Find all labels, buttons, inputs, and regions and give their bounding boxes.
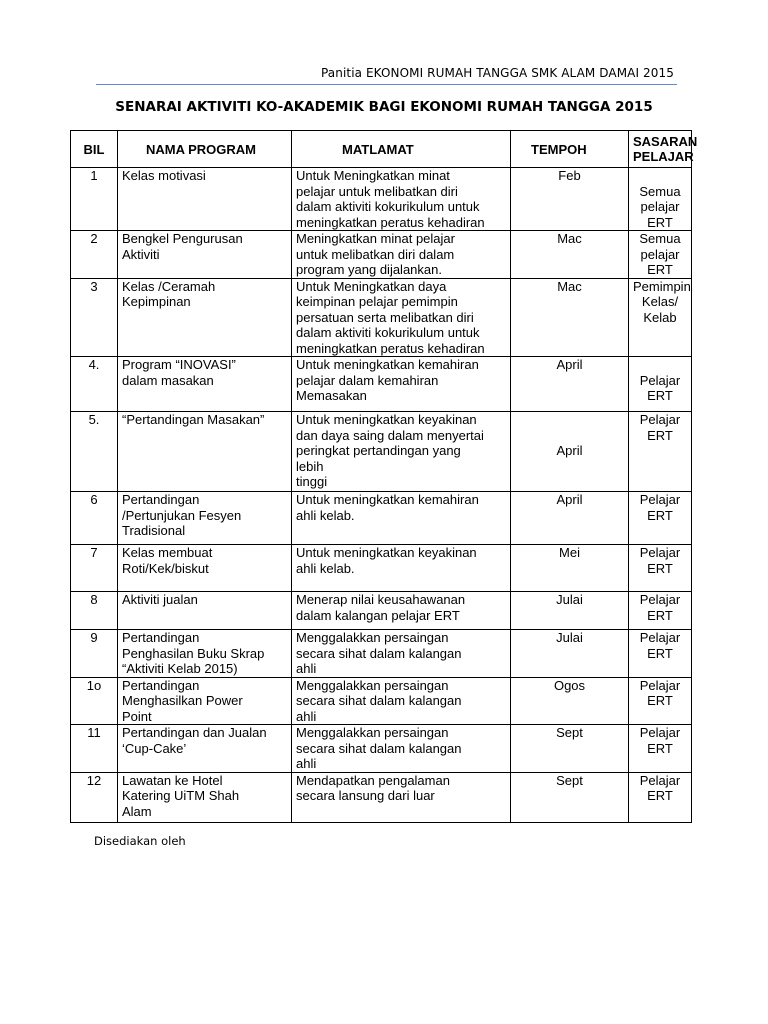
row-tempoh: April	[511, 492, 629, 545]
header-divider	[96, 84, 677, 85]
table-row	[71, 278, 692, 357]
table-row	[71, 412, 692, 492]
table-row	[71, 168, 692, 231]
row-tempoh: Ogos	[511, 677, 629, 725]
row-sasaran-pelajar: Pelajar ERT	[629, 725, 692, 773]
row-matlamat: Untuk meningkatkan keyakinan ahli kelab.	[292, 545, 511, 592]
row-sasaran-pelajar: Pelajar ERT	[629, 492, 692, 545]
row-bil: 6	[71, 492, 118, 545]
row-sasaran-pelajar: Pelajar ERT	[629, 592, 692, 630]
activities-table	[70, 130, 698, 823]
row-matlamat: Untuk meningkatkan keyakinan dan daya saing dalam menyertai peringkat pertandingan yang lebih tinggi	[292, 412, 511, 492]
row-nama-program: Pertandingan /Pertunjukan Fesyen Tradisional	[118, 492, 292, 545]
row-matlamat: Untuk meningkatkan kemahiran pelajar dalam kemahiran Memasakan	[292, 357, 511, 412]
table-row	[71, 492, 692, 545]
row-bil: 1o	[71, 677, 118, 725]
table-row	[71, 357, 692, 412]
row-bil: 8	[71, 592, 118, 630]
row-bil: 2	[71, 231, 118, 279]
row-tempoh: Sept	[511, 772, 629, 822]
row-nama-program: Kelas motivasi	[118, 168, 292, 231]
row-bil: 1	[71, 168, 118, 231]
table-row	[71, 545, 692, 592]
row-matlamat: Meningkatkan minat pelajar untuk melibatkan diri dalam program yang dijalankan.	[292, 231, 511, 279]
row-matlamat: Mendapatkan pengalaman secara lansung dari luar	[292, 772, 511, 822]
row-tempoh: Feb	[511, 168, 629, 231]
row-bil: 11	[71, 725, 118, 773]
row-nama-program: Kelas /Ceramah Kepimpinan	[118, 278, 292, 357]
row-nama-program: Pertandingan Penghasilan Buku Skrap “Aktiviti Kelab 2015)	[118, 630, 292, 678]
table-row	[71, 725, 692, 773]
row-matlamat: Menggalakkan persaingan secara sihat dalam kalangan ahli	[292, 677, 511, 725]
row-matlamat: Menggalakkan persaingan secara sihat dalam kalangan ahli	[292, 630, 511, 678]
row-tempoh: Julai	[511, 630, 629, 678]
row-tempoh: Mei	[511, 545, 629, 592]
table-row	[71, 630, 692, 678]
col-header-matlamat: MATLAMAT	[292, 131, 511, 168]
row-nama-program: Aktiviti jualan	[118, 592, 292, 630]
row-sasaran-pelajar: Pelajar ERT	[629, 630, 692, 678]
row-matlamat: Untuk Meningkatkan daya keimpinan pelajar pemimpin persatuan serta melibatkan diri dalam aktiviti kokurikulum untuk meningkatkan peratus kehadiran	[292, 278, 511, 357]
document-title: SENARAI AKTIVITI KO-AKADEMIK BAGI EKONOMI RUMAH TANGGA 2015	[115, 99, 653, 115]
row-bil: 9	[71, 630, 118, 678]
row-matlamat: Untuk Meningkatkan minat pelajar untuk melibatkan diri dalam aktiviti kokurikulum untuk meningkatkan peratus kehadiran	[292, 168, 511, 231]
row-sasaran-pelajar: Semua pelajar ERT	[629, 168, 692, 231]
row-nama-program: Pertandingan Menghasilkan Power Point	[118, 677, 292, 725]
page-header: Panitia EKONOMI RUMAH TANGGA SMK ALAM DAMAI 2015	[321, 66, 674, 80]
row-tempoh: April	[511, 357, 629, 412]
row-sasaran-pelajar: Pelajar ERT	[629, 357, 692, 412]
row-tempoh: April	[511, 412, 629, 492]
col-header-nama-program: NAMA PROGRAM	[118, 131, 292, 168]
row-tempoh: Julai	[511, 592, 629, 630]
row-matlamat: Menggalakkan persaingan secara sihat dalam kalangan ahli	[292, 725, 511, 773]
col-header-sasaran-pelajar: SASARAN PELAJAR	[629, 131, 692, 168]
row-nama-program: Kelas membuat Roti/Kek/biskut	[118, 545, 292, 592]
table-row	[71, 592, 692, 630]
row-nama-program: “Pertandingan Masakan”	[118, 412, 292, 492]
row-sasaran-pelajar: Semua pelajar ERT	[629, 231, 692, 279]
row-tempoh: Sept	[511, 725, 629, 773]
row-tempoh: Mac	[511, 278, 629, 357]
row-nama-program: Lawatan ke Hotel Katering UiTM Shah Alam	[118, 772, 292, 822]
row-sasaran-pelajar: Pelajar ERT	[629, 772, 692, 822]
table-row	[71, 231, 692, 279]
col-header-bil: BIL	[71, 131, 118, 168]
row-nama-program: Program “INOVASI” dalam masakan	[118, 357, 292, 412]
row-sasaran-pelajar: Pelajar ERT	[629, 677, 692, 725]
row-sasaran-pelajar: Pelajar ERT	[629, 412, 692, 492]
row-bil: 7	[71, 545, 118, 592]
row-bil: 12	[71, 772, 118, 822]
row-bil: 3	[71, 278, 118, 357]
row-bil: 4.	[71, 357, 118, 412]
table-header-row	[71, 131, 692, 168]
row-tempoh: Mac	[511, 231, 629, 279]
row-matlamat: Menerap nilai keusahawanan dalam kalangan pelajar ERT	[292, 592, 511, 630]
row-bil: 5.	[71, 412, 118, 492]
col-header-tempoh: TEMPOH	[511, 131, 629, 168]
row-sasaran-pelajar: Pemimpin Kelas/ Kelab	[629, 278, 692, 357]
row-nama-program: Pertandingan dan Jualan ‘Cup-Cake’	[118, 725, 292, 773]
table-row	[71, 772, 692, 822]
row-matlamat: Untuk meningkatkan kemahiran ahli kelab.	[292, 492, 511, 545]
row-nama-program: Bengkel Pengurusan Aktiviti	[118, 231, 292, 279]
prepared-by-label: Disediakan oleh	[94, 834, 186, 848]
table-row	[71, 677, 692, 725]
row-sasaran-pelajar: Pelajar ERT	[629, 545, 692, 592]
